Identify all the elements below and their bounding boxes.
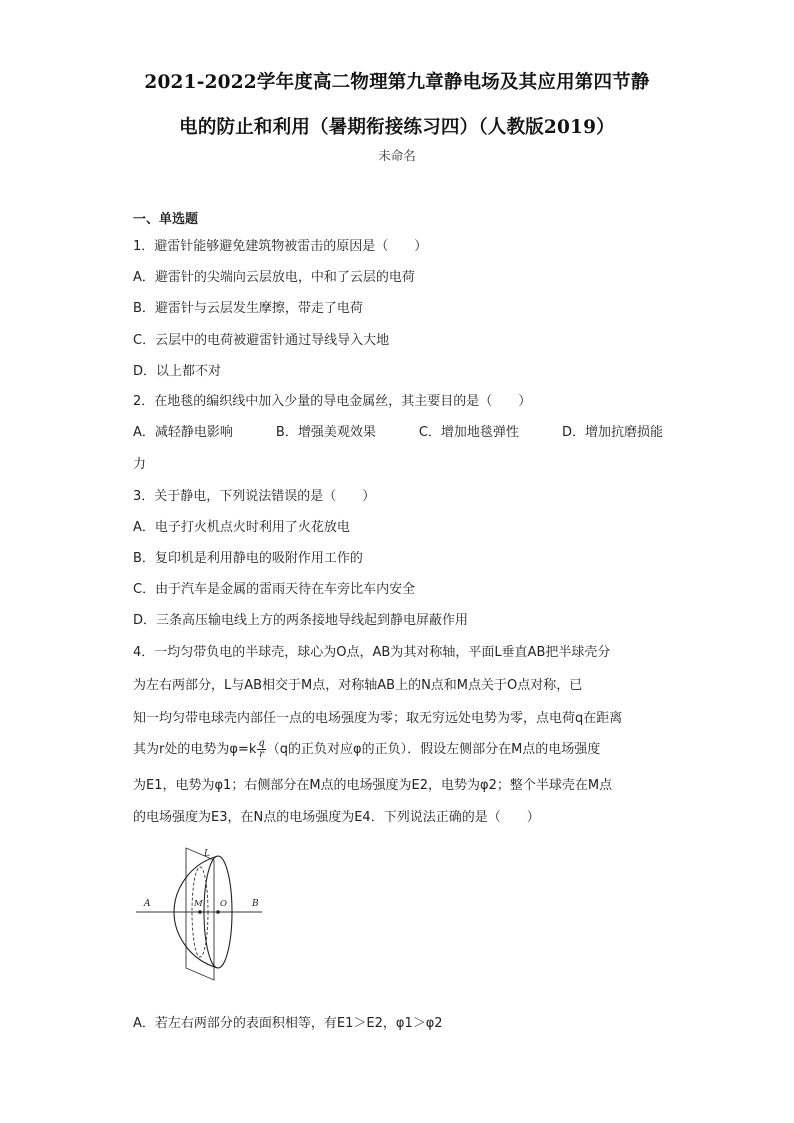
page-subtitle: 未命名 [378,148,416,163]
page-title-line-2: 电的防止和利用（暑期衔接练习四）（人教版2019） [179,117,615,138]
potential-formula-prefix: 其为r处的电势为φ=k [133,742,257,757]
label-A: A [144,899,151,909]
question-2-option-c: C．增加地毯弹性 [418,425,519,440]
label-O: O [220,899,227,909]
label-M: M [194,899,203,909]
question-4-line-1: 4．一均匀带负电的半球壳，球心为O点，AB为其对称轴，平面L垂直AB把半球壳分 [133,645,611,660]
question-4-line-3: 知一均匀带电球壳内部任一点的电场强度为零；取无穷远处电势为零，点电荷q在距离 [133,711,623,726]
potential-fraction [257,739,265,760]
question-1-option-a: A．避雷针的尖端向云层放电，中和了云层的电荷 [133,270,415,285]
question-4-line-5: 为E1，电势为φ1；右侧部分在M点的电场强度为E2，电势为φ2；整个半球壳在M点 [133,778,613,793]
question-3-option-b: B．复印机是利用静电的吸附作用工作的 [133,551,363,566]
point-M [198,910,202,914]
question-2-option-a: A．减轻静电影响 [133,425,233,440]
question-1-option-d: D．以上都不对 [133,364,222,379]
fraction-numerator: q [258,738,265,749]
question-2-stem: 2．在地毯的编织线中加入少量的导电金属丝，其主要目的是（ ） [133,394,532,409]
question-2-option-b: B．增强美观效果 [275,425,376,440]
question-1-stem: 1．避雷针能够避免建筑物被雷击的原因是（ ） [133,239,428,254]
question-4-line-6: 的电场强度为E3，在N点的电场强度为E4．下列说法正确的是（ ） [133,810,540,825]
question-3-option-d: D．三条高压输电线上方的两条接地导线起到静电屏蔽作用 [133,613,469,628]
question-3-stem: 3．关于静电，下列说法错误的是（ ） [133,489,376,504]
potential-formula-suffix: （q的正负对应φ的正负）．假设左侧部分在M点的电场强度 [266,742,601,757]
hemisphere-shell-figure [134,842,264,984]
question-1-option-c: C．云层中的电荷被避雷针通过导线导入大地 [133,333,390,348]
page-title-line-1: 2021-2022学年度高二物理第九章静电场及其应用第四节静 [144,72,650,93]
question-3-option-a: A．电子打火机点火时利用了火花放电 [133,520,350,535]
question-4-option-a: A．若左右两部分的表面积相等，有E1＞E2，φ1＞φ2 [133,1016,443,1031]
question-3-option-c: C．由于汽车是金属的雷雨天待在车旁比车内安全 [133,582,416,597]
question-2-option-d-continued: 力 [133,457,147,472]
label-B: B [252,899,259,909]
label-L: L [204,849,210,859]
fraction-denominator: r [259,749,264,760]
point-O [216,910,220,914]
question-1-option-b: B．避雷针与云层发生摩擦，带走了电荷 [133,301,363,316]
question-4-line-4 [133,738,600,760]
question-4-line-2: 为左右两部分，L与AB相交于M点，对称轴AB上的N点和M点关于O点对称，已 [133,678,583,693]
question-2-option-d: D．增加抗磨损能 [561,425,663,440]
question-2-options [133,421,663,440]
section-heading: 一、单选题 [133,212,199,227]
